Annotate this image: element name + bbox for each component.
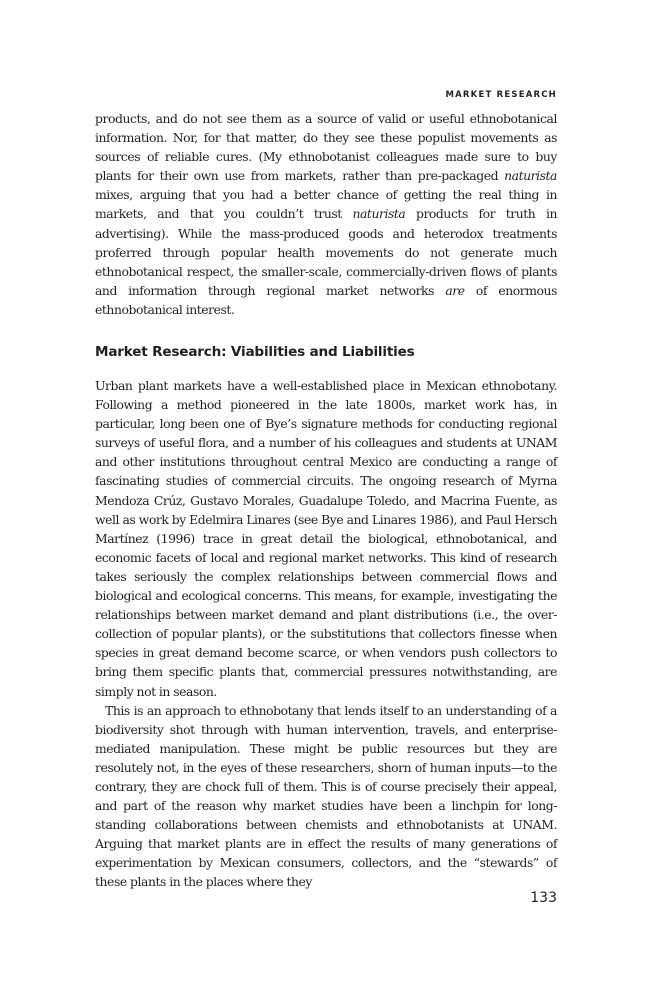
page-number: 133 (530, 890, 557, 906)
italic-emphasis: are (445, 282, 465, 298)
paragraph-text (95, 109, 557, 319)
book-page (95, 0, 557, 981)
section-body (95, 376, 557, 892)
paragraph-second: This is an approach to ethnobotany that lends itself to an understanding of a biodiversity shot through with human intervention, travels, and enterprise-mediated manipulation. These might be public resources but they are resolutely not, in the eyes of these researchers, shorn of human inputs—to the contrary, they are chock full of them. This is of course precisely their appeal, and part of the reason why market studies have been a linchpin for long-standing collaborations between chemists and ethnobotanists at UNAM. Arguing that market plants are in effect the results of many generations of experimentation by Mexican consumers, collectors, and the “stewards” of these plants in the places where they (95, 702, 557, 890)
text-run: products for truth in advertising). While the mass-produced goods and heterodox treatments proferred through popular health movements do not generate much ethnobotanical respect, the smaller-scale, commercially-driven flows of plants and information through regional market networks (95, 206, 558, 298)
paragraph-first: Urban plant markets have a well-established place in Mexican ethnobotany. Following a method pioneered in the late 1800s, market work has, in particular, long been one of Bye’s signature methods for conducting regional surveys of useful flora, and a number of his colleagues and students at UNAM and other institutions throughout central Mexico are conducting a range of fascinating studies of commercial circuits. The ongoing research of Myrna Mendoza Crúz, Gustavo Morales, Guadalupe Toledo, and Macrina Fuente, as well as work by Edelmira Linares (see Bye and Linares 1986), and Paul Hersch Martínez (1996) trace in great detail the biological, ethnobotanical, and economic facets of local and regional market networks. This kind of research takes seriously the complex relationships between commercial flows and biological and ecological concerns. This means, for example, investigating the relationships between market demand and plant distributions (i.e., the over-collection of popular plants), or the substitutions that collectors finesse when species in great demand become scarce, or when vendors push collectors to bring them specific plants that, commercial pressures notwithstanding, are simply not in season. (95, 378, 557, 699)
section-heading: Market Research: Viabilities and Liabilities (95, 344, 415, 360)
italic-term: naturista (352, 206, 406, 222)
text-run: products, and do not see them as a source of valid or useful ethnobotanical information. Nor, for that matter, do they see these populist movements as sources of reliable cures. (My ethnobotanist colleagues made sure to buy plants for their own use from markets, rather than pre-packaged (95, 111, 557, 184)
text-run: of enormous ethnobotanical interest. (95, 282, 557, 317)
paragraph-continued (95, 109, 557, 319)
italic-term: naturista (504, 168, 557, 184)
running-head: MARKET RESEARCH (445, 90, 557, 100)
text-run: mixes, arguing that you had a better chance of getting the real thing in markets, and that you couldn’t trust (95, 187, 557, 222)
